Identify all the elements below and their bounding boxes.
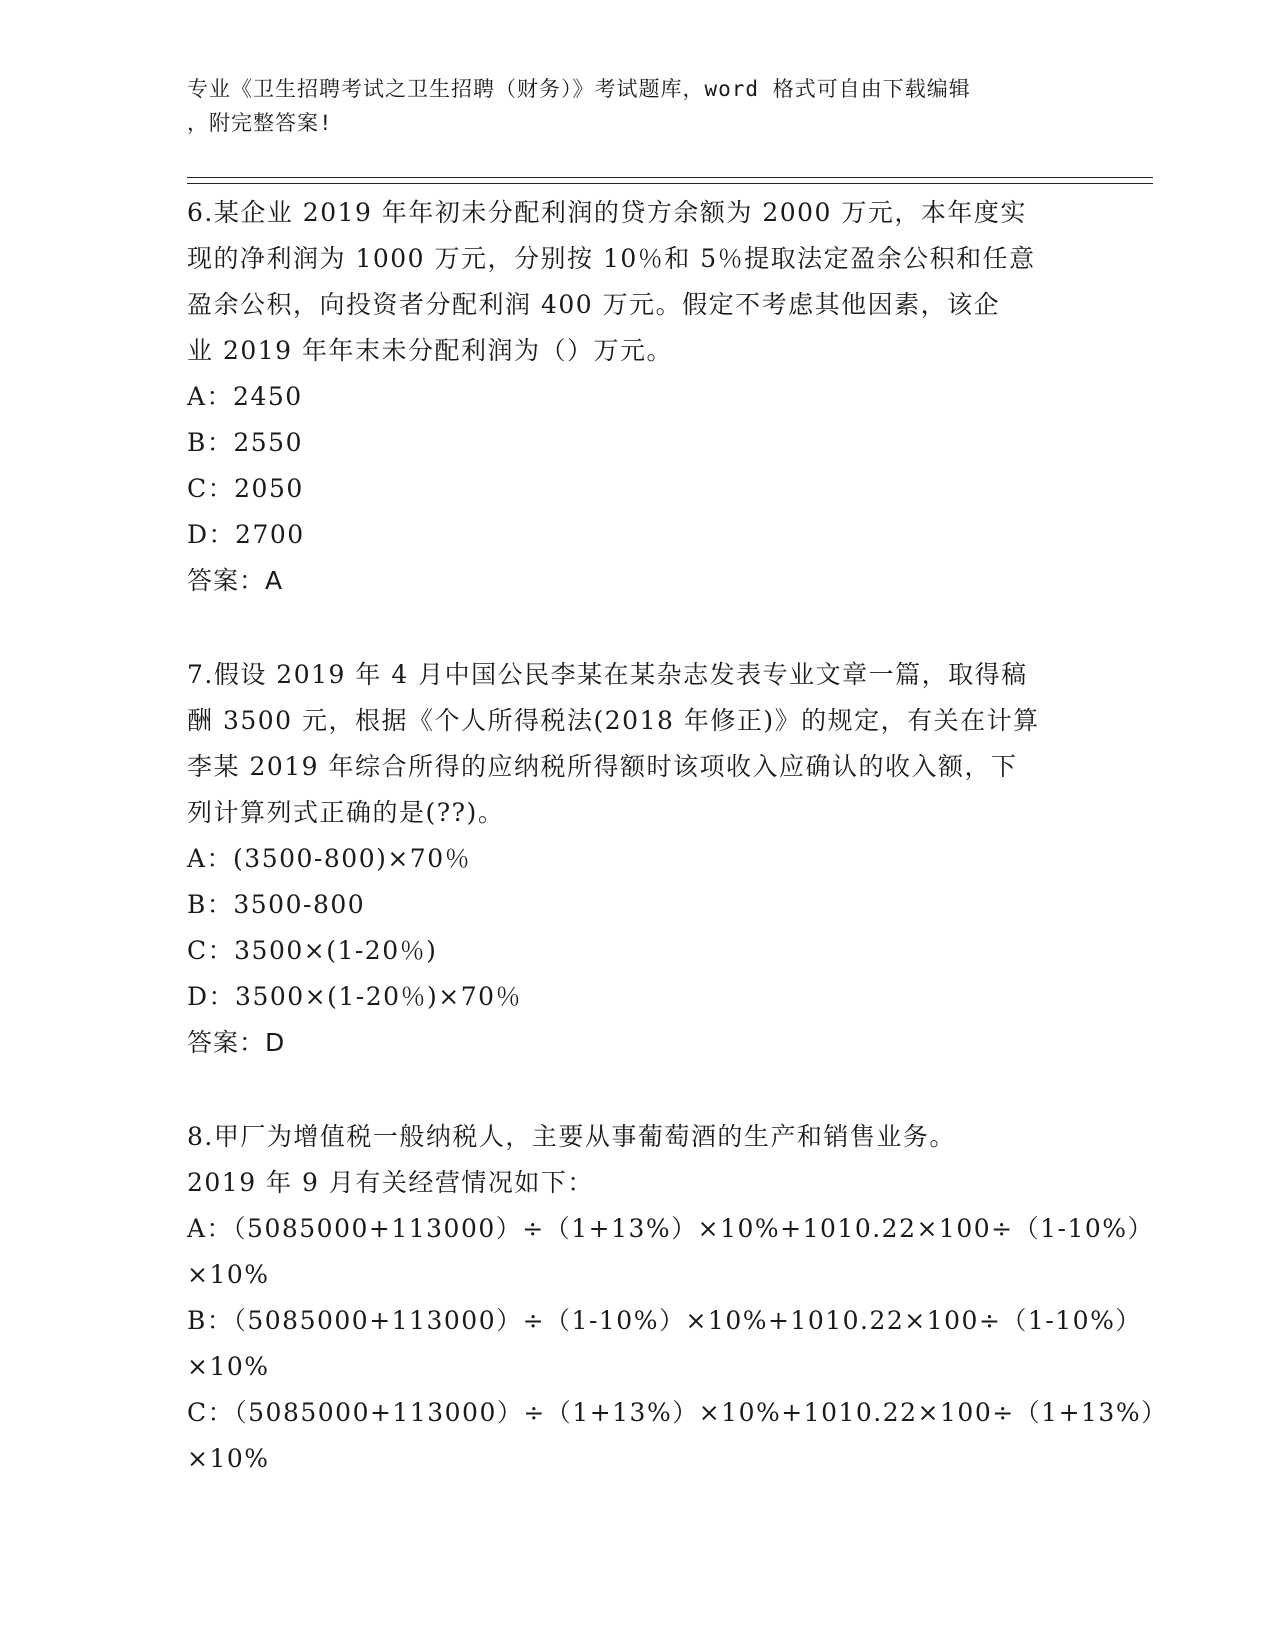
option-d: D：3500×(1-20％)×70％ xyxy=(187,982,523,1011)
question-stem-line: 6.某企业 2019 年年初未分配利润的贷方余额为 2000 万元，本年度实 xyxy=(187,198,1027,227)
answer-label: 答案：A xyxy=(187,566,284,595)
question-stem-line: 李某 2019 年综合所得的应纳税所得额时该项收入应确认的收入额，下 xyxy=(187,752,1018,781)
option-a: A：(3500-800)×70％ xyxy=(187,844,472,873)
header-line-1: 专业《卫生招聘考试之卫生招聘（财务）》考试题库，word 格式可自由下载编辑 xyxy=(187,77,971,101)
question-stem-line: 现的净利润为 1000 万元，分别按 10％和 5％提取法定盈余公积和任意 xyxy=(187,244,1036,273)
question-stem-line: 业 2019 年年末未分配利润为（）万元。 xyxy=(187,336,674,365)
document-header xyxy=(187,72,1087,140)
option-c: C：2050 xyxy=(187,474,304,503)
option-a: A：（5085000+113000）÷（1+13%）×10%+1010.22×100÷（1-10%） xyxy=(187,1214,1155,1243)
question-stem-line: 8.甲厂为增值税一般纳税人，主要从事葡萄酒的生产和销售业务。 xyxy=(187,1122,956,1151)
option-a-continuation: ×10% xyxy=(187,1260,270,1289)
question-block-6 xyxy=(187,190,1087,604)
question-block-7 xyxy=(187,652,1087,1066)
option-b: B：（5085000+113000）÷（1-10%）×10%+1010.22×100÷（1-10%） xyxy=(187,1306,1142,1335)
option-a: A：2450 xyxy=(187,382,303,411)
header-divider-bottom xyxy=(187,183,1153,184)
question-stem-line: 2019 年 9 月有关经营情况如下： xyxy=(187,1168,594,1197)
option-b: B：2550 xyxy=(187,428,303,457)
answer-label: 答案：D xyxy=(187,1028,286,1057)
option-c: C：（5085000+113000）÷（1+13%）×10%+1010.22×100÷（1+13%） xyxy=(187,1398,1168,1427)
option-b-continuation: ×10% xyxy=(187,1352,270,1381)
question-stem-line: 盈余公积，向投资者分配利润 400 万元。假定不考虑其他因素，该企 xyxy=(187,290,1001,319)
question-stem-line: 列计算列式正确的是(??)。 xyxy=(187,798,505,827)
option-c-continuation: ×10% xyxy=(187,1444,270,1473)
option-c: C：3500×(1-20％) xyxy=(187,936,438,965)
option-d: D：2700 xyxy=(187,520,305,549)
question-block-8 xyxy=(187,1114,1168,1482)
question-stem-line: 酬 3500 元，根据《个人所得税法(2018 年修正)》的规定，有关在计算 xyxy=(187,706,1040,735)
header-divider-top xyxy=(187,177,1153,178)
question-stem-line: 7.假设 2019 年 4 月中国公民李某在某杂志发表专业文章一篇，取得稿 xyxy=(187,660,1028,689)
question-list xyxy=(187,190,1168,1482)
option-b: B：3500-800 xyxy=(187,890,366,919)
header-line-2: ，附完整答案! xyxy=(187,111,333,135)
